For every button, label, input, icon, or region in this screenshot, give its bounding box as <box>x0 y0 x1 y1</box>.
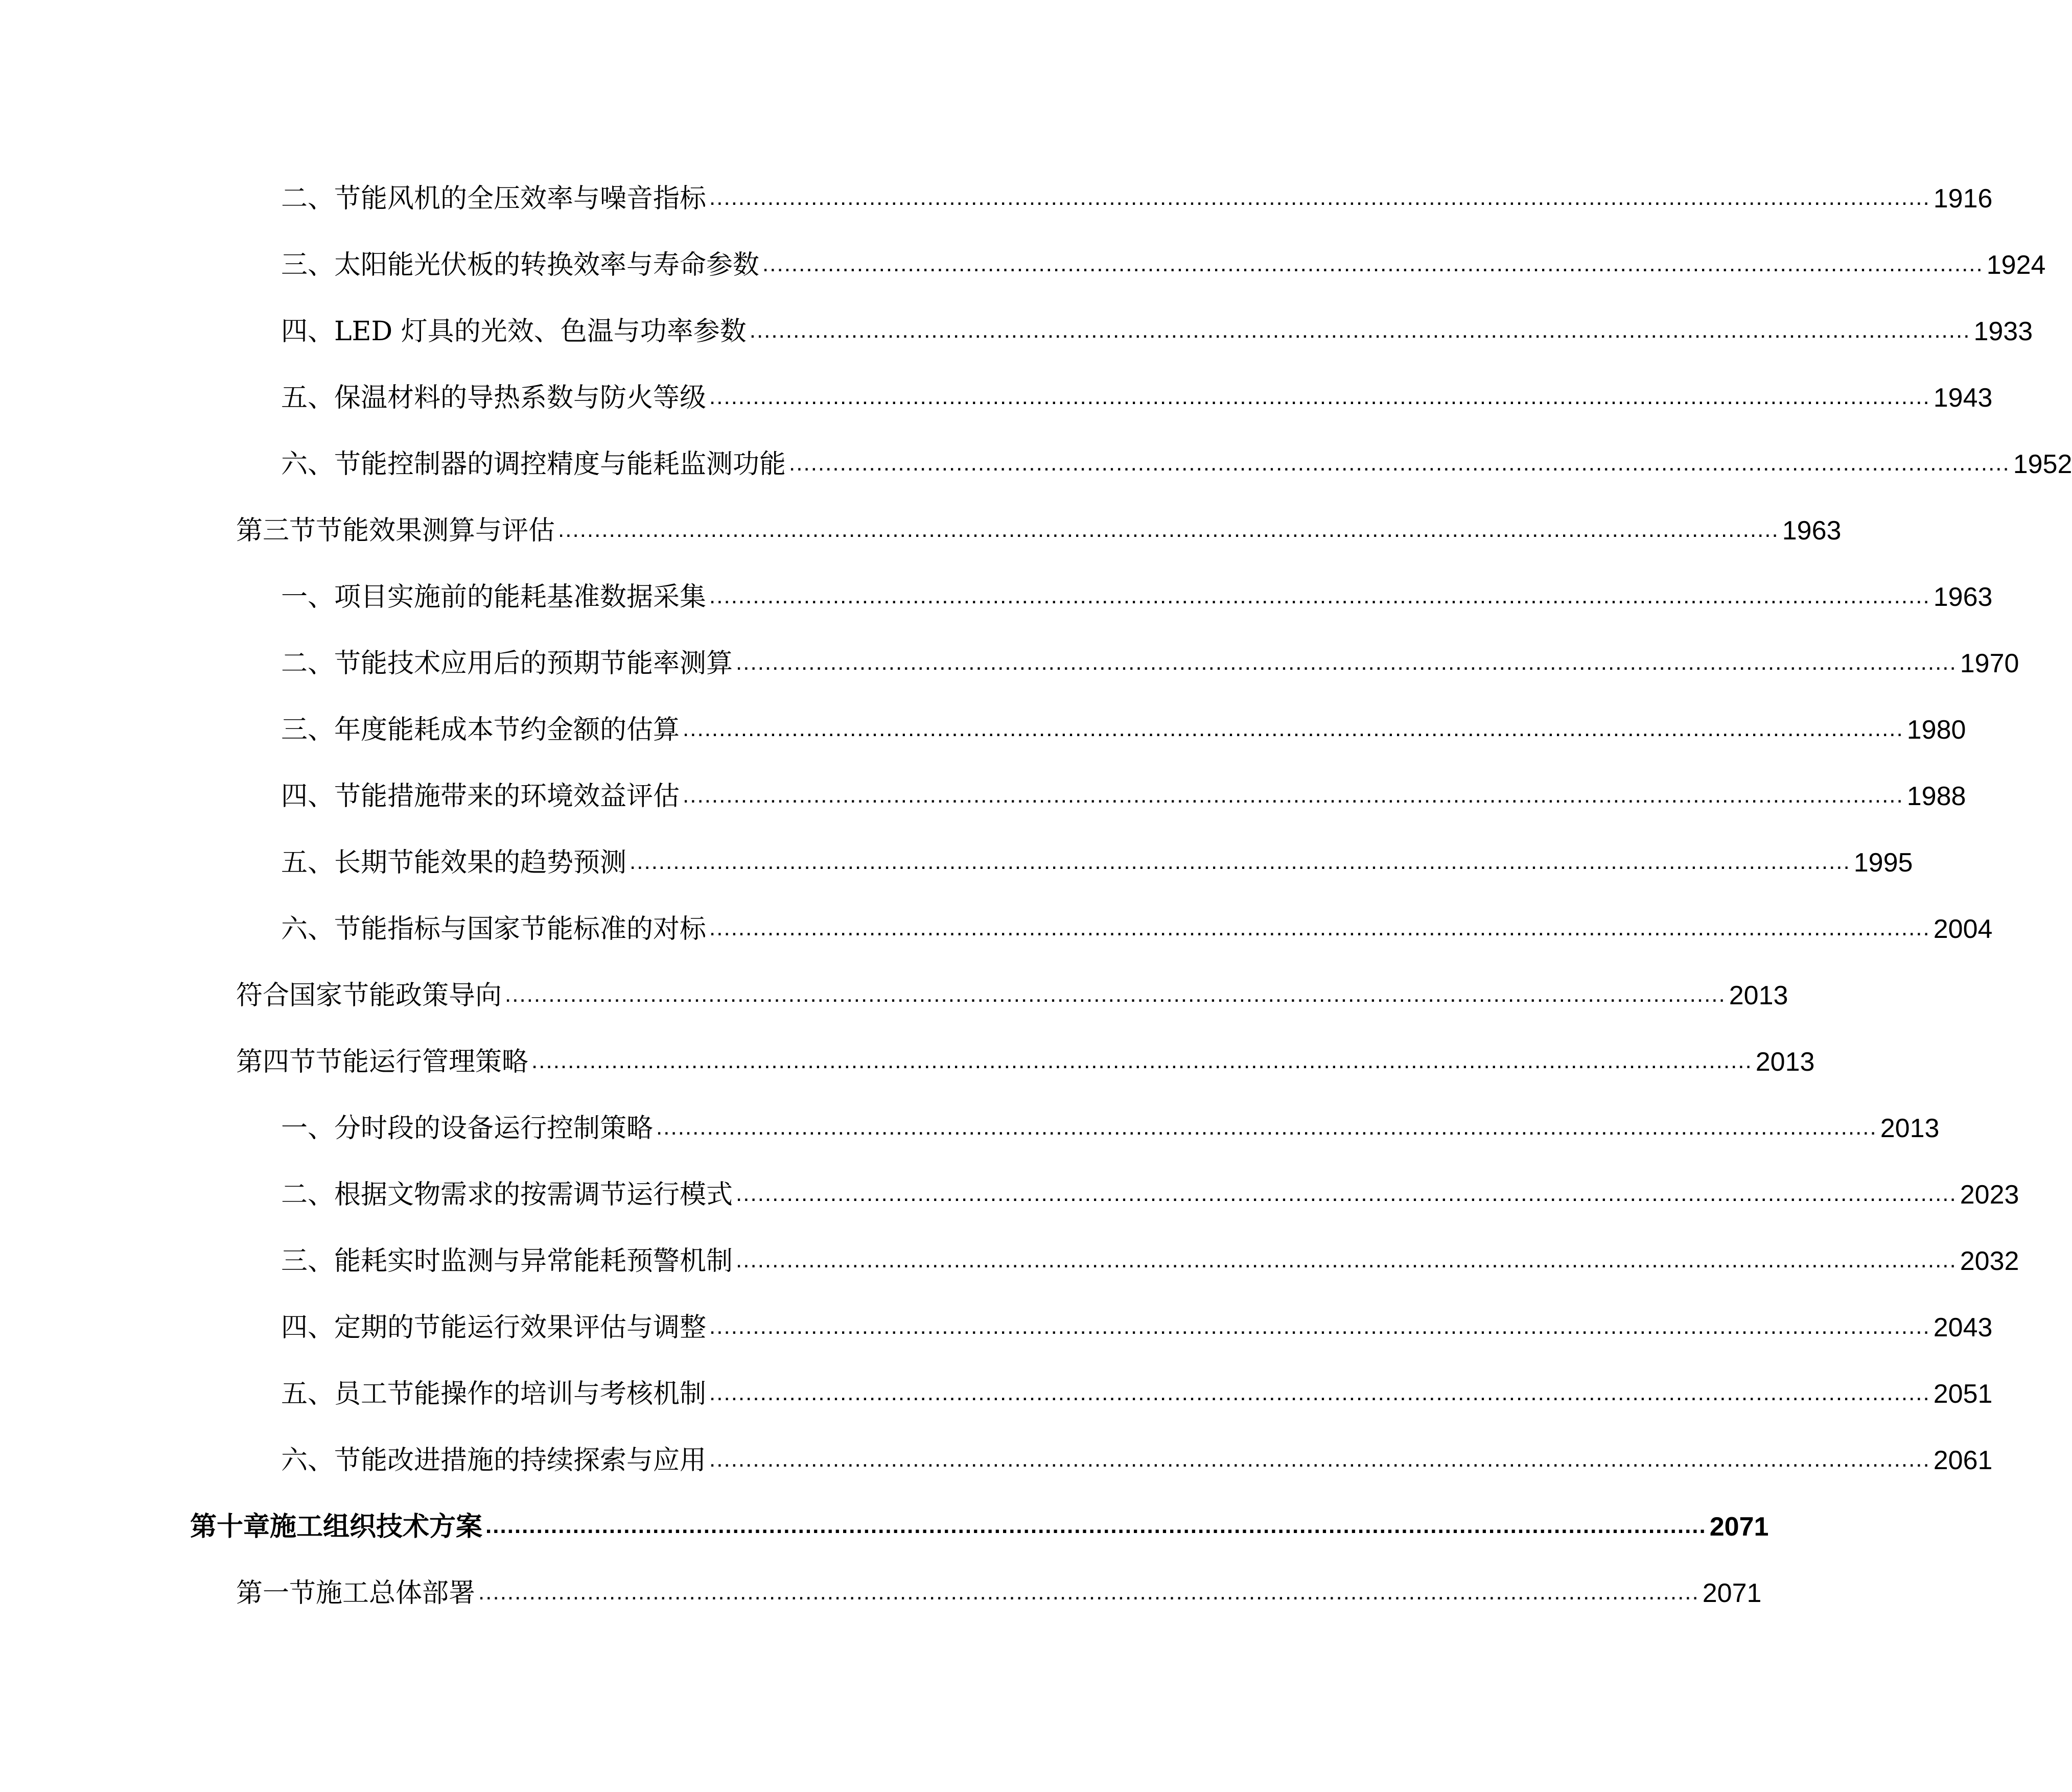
toc-entry-page: 2043 <box>1933 1313 1993 1342</box>
toc-dot-leader: ........................................................................................................................................................................ <box>656 1115 1877 1140</box>
toc-entry-page: 1963 <box>1782 516 1842 546</box>
toc-entry-page: 1943 <box>1933 383 1993 413</box>
toc-entry-title: 五、长期节能效果的趋势预测 <box>281 847 627 878</box>
toc-entry-title: 第四节节能运行管理策略 <box>236 1047 529 1077</box>
toc-entry[interactable] <box>281 166 1993 214</box>
toc-entry-page: 1924 <box>1986 250 2046 280</box>
toc-entry[interactable] <box>281 564 1993 612</box>
toc-entry-title: 五、员工节能操作的培训与考核机制 <box>281 1379 707 1409</box>
toc-entry-title: 六、节能指标与国家节能标准的对标 <box>281 914 707 945</box>
toc-dot-leader: ........................................................................................................................................................................ <box>558 517 1779 542</box>
toc-dot-leader: ........................................................................................................................................................................ <box>478 1579 1699 1605</box>
toc-dot-leader: ........................................................................................................................................................................ <box>709 1314 1930 1339</box>
toc-entry-page: 1933 <box>1973 317 2033 346</box>
toc-dot-leader: ........................................................................................................................................................................ <box>531 1048 1753 1073</box>
toc-entry-title: 三、能耗实时监测与异常能耗预警机制 <box>281 1246 733 1277</box>
toc-entry-title: 五、保温材料的导热系数与防火等级 <box>281 383 707 413</box>
toc-entry[interactable] <box>281 764 1966 812</box>
toc-dot-leader: ........................................................................................................................................................................ <box>749 318 1971 343</box>
toc-entry-title: 第一节施工总体部署 <box>236 1578 476 1609</box>
toc-dot-leader: ........................................................................................................................................................................ <box>709 384 1930 409</box>
toc-entry[interactable] <box>281 299 2033 347</box>
toc-dot-leader: ........................................................................................................................................................................ <box>762 251 1984 276</box>
toc-entry[interactable] <box>281 1229 2019 1277</box>
toc-entry-chapter[interactable] <box>190 1494 1769 1542</box>
toc-entry-title: 二、节能风机的全压效率与噪音指标 <box>281 183 707 214</box>
toc-entry[interactable] <box>236 963 1788 1011</box>
toc-dot-leader: ........................................................................................................................................................................ <box>683 716 1904 741</box>
toc-entry-title: 第十章施工组织技术方案 <box>190 1511 483 1542</box>
toc-entry-title: 二、节能技术应用后的预期节能率测算 <box>281 648 733 679</box>
toc-entry-title: 三、年度能耗成本节约金额的估算 <box>281 715 680 745</box>
toc-entry-page: 2071 <box>1709 1512 1769 1542</box>
toc-entry-page: 1952 <box>2013 450 2072 479</box>
toc-entry-title: 一、分时段的设备运行控制策略 <box>281 1113 654 1144</box>
toc-entry-page: 2051 <box>1933 1379 1993 1409</box>
toc-dot-leader: ........................................................................................................................................................................ <box>709 185 1930 210</box>
toc-dot-leader: ........................................................................................................................................................................ <box>683 783 1904 808</box>
toc-entry-page: 2013 <box>1729 981 1788 1010</box>
toc-entry-title: 四、节能措施带来的环境效益评估 <box>281 781 680 812</box>
toc-entry[interactable] <box>281 232 2046 280</box>
toc-entry-page: 1916 <box>1933 184 1993 214</box>
toc-dot-leader: ........................................................................................................................................................................ <box>485 1513 1707 1538</box>
toc-entry-title: 二、根据文物需求的按需调节运行模式 <box>281 1180 733 1210</box>
toc-entry-page: 1980 <box>1906 715 1966 745</box>
toc-entry-page: 2023 <box>1960 1180 2019 1210</box>
toc-entry-page: 1988 <box>1906 782 1966 811</box>
toc-entry-page: 2032 <box>1960 1246 2019 1276</box>
toc-dot-leader: ........................................................................................................................................................................ <box>789 451 2010 476</box>
toc-dot-leader: ........................................................................................................................................................................ <box>736 1247 1957 1272</box>
toc-entry-page: 1970 <box>1960 649 2019 678</box>
toc-entry-page: 1963 <box>1933 582 1993 612</box>
toc-dot-leader: ........................................................................................................................................................................ <box>709 915 1930 940</box>
toc-entry-page: 2071 <box>1702 1578 1762 1608</box>
toc-entry[interactable] <box>281 1361 1993 1409</box>
toc-entry[interactable] <box>281 697 1966 745</box>
toc-entry[interactable] <box>281 1096 1940 1144</box>
toc-dot-leader: ........................................................................................................................................................................ <box>709 1380 1930 1405</box>
toc-entry-title: 一、项目实施前的能耗基准数据采集 <box>281 582 707 612</box>
toc-entry-title: 符合国家节能政策导向 <box>236 980 502 1011</box>
toc-entry-title: 四、LED 灯具的光效、色温与功率参数 <box>281 316 747 347</box>
toc-entry-page: 1995 <box>1853 848 1913 878</box>
toc-entry-title: 三、太阳能光伏板的转换效率与寿命参数 <box>281 250 760 280</box>
toc-dot-leader: ........................................................................................................................................................................ <box>736 1181 1957 1206</box>
toc-entry-title: 六、节能改进措施的持续探索与应用 <box>281 1445 707 1476</box>
toc-entry[interactable] <box>281 897 1993 945</box>
toc-entry[interactable] <box>236 1029 1815 1077</box>
toc-dot-leader: ........................................................................................................................................................................ <box>505 982 1726 1007</box>
toc-entry-page: 2013 <box>1755 1047 1815 1077</box>
toc-entry[interactable] <box>281 830 1913 878</box>
toc-entry[interactable] <box>281 631 2019 679</box>
toc-entry[interactable] <box>236 498 1842 546</box>
toc-entry[interactable] <box>281 365 1993 413</box>
toc-dot-leader: ........................................................................................................................................................................ <box>709 583 1930 608</box>
toc-entry-title: 四、定期的节能运行效果评估与调整 <box>281 1312 707 1343</box>
toc-dot-leader: ........................................................................................................................................................................ <box>709 1447 1930 1472</box>
toc-entry-title: 六、节能控制器的调控精度与能耗监测功能 <box>281 449 786 480</box>
toc-dot-leader: ........................................................................................................................................................................ <box>630 849 1851 874</box>
toc-entry[interactable] <box>236 1561 1762 1609</box>
toc-entry-page: 2013 <box>1880 1114 1940 1143</box>
toc-entry-title: 第三节节能效果测算与评估 <box>236 515 555 546</box>
toc-entry-page: 2061 <box>1933 1446 1993 1475</box>
toc-entry[interactable] <box>281 1162 2019 1210</box>
toc-entry[interactable] <box>281 432 2072 480</box>
toc-dot-leader: ........................................................................................................................................................................ <box>736 650 1957 675</box>
toc-entry[interactable] <box>281 1428 1993 1476</box>
toc-entry-page: 2004 <box>1933 914 1993 944</box>
toc-entry[interactable] <box>281 1295 1993 1343</box>
